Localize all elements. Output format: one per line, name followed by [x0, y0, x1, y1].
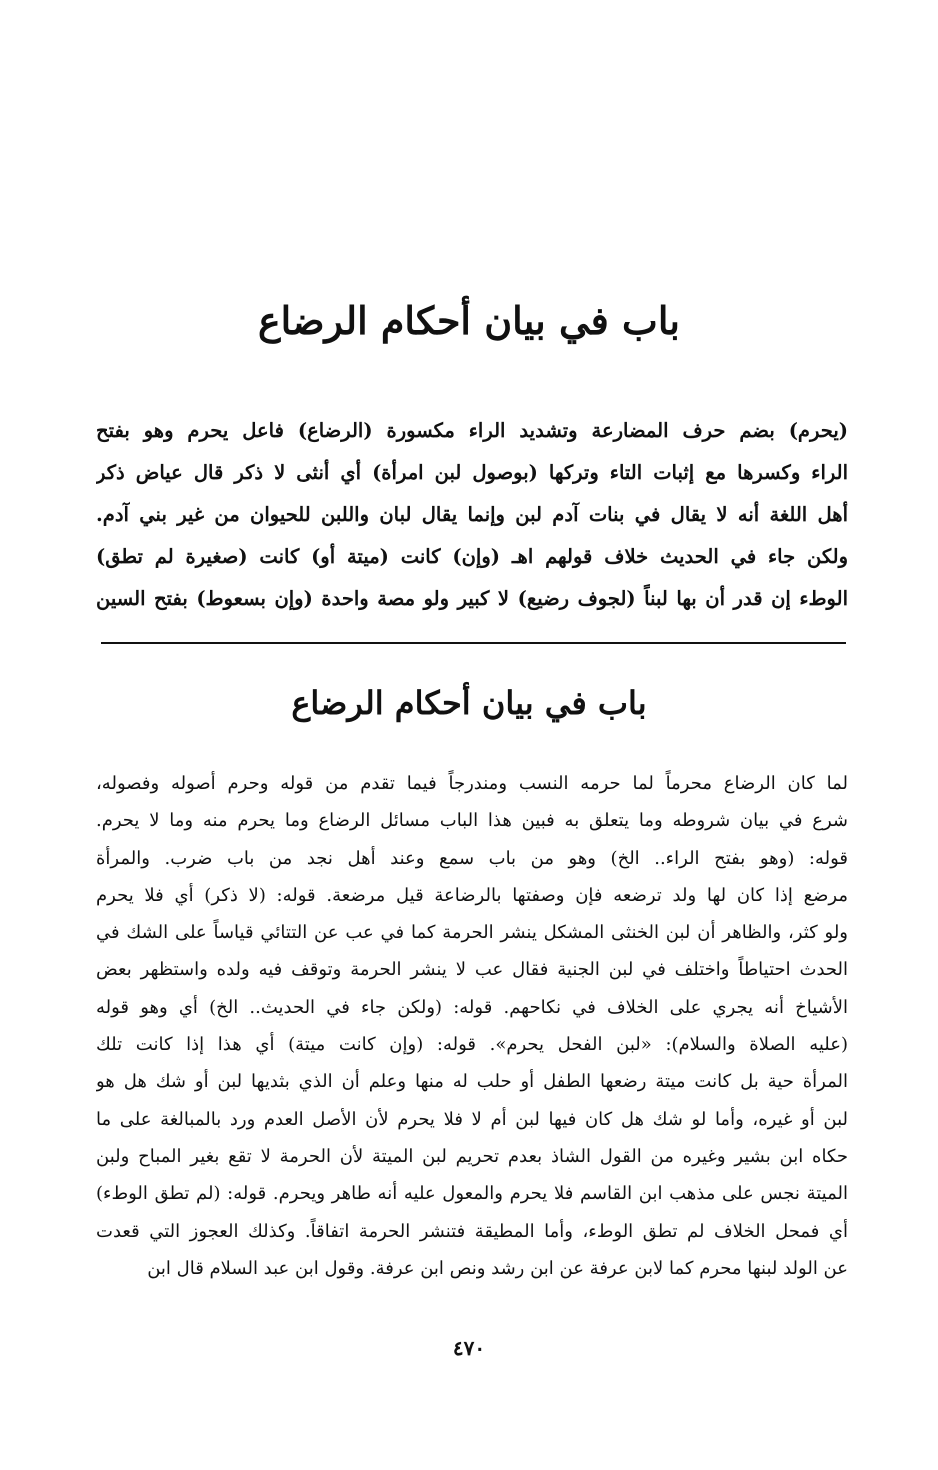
section-divider: [101, 642, 846, 644]
commentary-line: (عليه الصلاة والسلام): «لبن الفحل يحرم». قوله: (وإن كانت ميتة) أي هذا إذا كانت تلك: [96, 1034, 848, 1056]
page-number: ٤٧٠: [452, 1336, 486, 1360]
commentary-line: شرع في بيان شروطه وما يتعلق به فبين هذا الباب مسائل الرضاع وما يحرم منه وما لا يحرم.: [96, 810, 848, 832]
commentary-title: باب في بيان أحكام الرضاع: [291, 684, 647, 722]
commentary-line: عن الولد لبنها محرم كما لابن عرفة عن ابن رشد ونص ابن عرفة. وقول ابن عبد السلام قال ابن: [147, 1257, 848, 1279]
matn-line: ولكن جاء في الحديث خلاف قولهم اهـ (وإن) كانت (ميتة أو) كانت (صغيرة لم تطق): [96, 545, 848, 568]
commentary-line: الميتة نجس على مذهب ابن القاسم فلا يحرم والمعول عليه أنه طاهر ويحرم. قوله: (لم تطق الوطء): [96, 1183, 848, 1205]
chapter-title: باب في بيان أحكام الرضاع: [258, 298, 680, 343]
commentary-line: الحدث احتياطاً واختلف في لبن الجنية فقال عب لا ينشر الحرمة وتوقف فيه ولده واستظهر بعض: [96, 959, 848, 981]
commentary-line: حكاه ابن بشير وغيره من القول الشاذ بعدم تحريم لبن الميتة لأن الحرمة لا تقع بغير المباح ولبن: [96, 1145, 848, 1167]
commentary-line: ولو كثر، والظاهر أن لبن الخنثى المشكل ينشر الحرمة كما في عب عن التتائي قياساً على الشك في: [96, 922, 848, 944]
commentary-line: أي فمحل الخلاف لم تطق الوطء، وأما المطيقة فتنشر الحرمة اتفاقاً. وكذلك العجوز التي قعدت: [96, 1220, 848, 1242]
matn-line: أهل اللغة أنه لا يقال في بنات آدم لبن وإنما يقال لبان واللبن للحيوان من غير بني آدم.: [96, 503, 848, 526]
commentary-text-block: [96, 765, 848, 1287]
matn-line: الوطء إن قدر أن بها لبناً (لجوف رضيع) لا كبير ولو مصة واحدة (وإن بسعوط) بفتح السين: [96, 587, 848, 610]
commentary-line: الأشياخ أنه يجري على الخلاف في نكاحهم. قوله: (ولكن جاء في الحديث.. الخ) أي وهو قوله: [96, 996, 848, 1018]
commentary-line: مرضع إذا كان لها ولد ترضعه فإن وصفتها بالرضاعة قيل مرضعة. قوله: (لا ذكر) أي فلا يحرم: [96, 884, 848, 906]
commentary-line: المرأة حية بل كانت ميتة رضعها الطفل أو حلب له منها وعلم أن الذي بثديها لبن أو شك هل هو: [96, 1071, 848, 1093]
matn-line: الراء وكسرها مع إثبات التاء وتركها (بوصول لبن امرأة) أي أنثى لا ذكر قال عياض ذكر: [96, 461, 848, 484]
commentary-line: لبن أو غيره، وأما لو شك هل كان فيها لبن أم لا فلا يحرم لأن الأصل العدم ورد بالمبالغة على ما: [96, 1108, 848, 1130]
commentary-line: لما كان الرضاع محرماً لما حرمه النسب ومندرجاً فيما تقدم من قوله وحرم أصوله وفصوله،: [96, 773, 848, 794]
commentary-line: قوله: (وهو بفتح الراء.. الخ) وهو من باب سمع وعند أهل نجد من باب ضرب. والمرأة: [96, 847, 848, 869]
matn-text-block: [96, 410, 848, 620]
matn-line: (يحرم) بضم حرف المضارعة وتشديد الراء مكسورة (الرضاع) فاعل يحرم وهو بفتح: [96, 419, 848, 442]
